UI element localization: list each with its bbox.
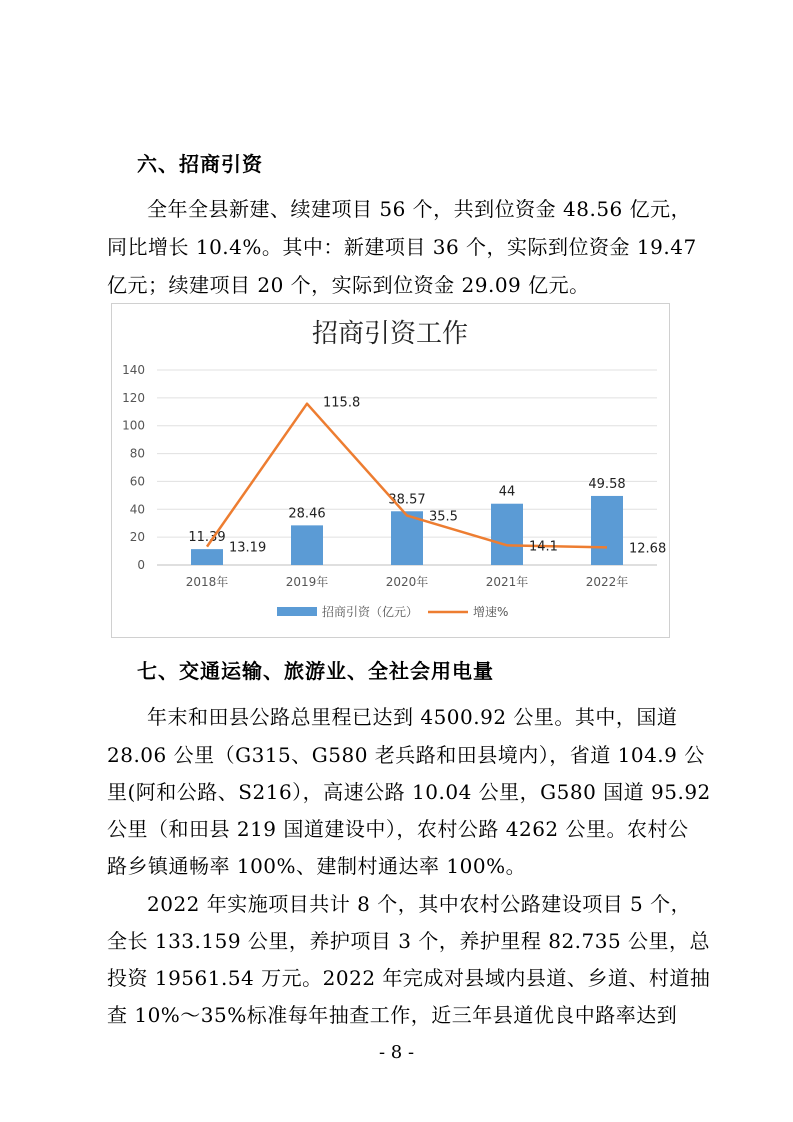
section-6-text-line: 同比增长 10.4%。其中：新建项目 36 个，实际到位资金 19.47 — [107, 235, 697, 259]
section-7-text-line: 2022 年实施项目共计 8 个，其中农村公路建设项目 5 个， — [147, 892, 692, 916]
line-data-label: 13.19 — [229, 540, 267, 556]
section-6-text-line: 亿元；续建项目 20 个，实际到位资金 29.09 亿元。 — [107, 273, 590, 297]
bar — [491, 504, 523, 565]
bar-data-label: 49.58 — [588, 476, 626, 492]
legend-label: 招商引资（亿元） — [322, 605, 419, 619]
line-data-label: 12.68 — [629, 541, 667, 557]
section-7-text-line: 查 10%～35%标准每年抽查工作，近三年县道优良中路率达到 — [107, 1003, 678, 1027]
section-7-text-line: 路乡镇通畅率 100%、建制村通达率 100%。 — [107, 854, 527, 878]
bar — [591, 496, 623, 565]
section-7-text-line: 28.06 公里（G315、G580 老兵路和田县境内），省道 104.9 公 — [107, 743, 705, 767]
section-7-text-line: 年末和田县公路总里程已达到 4500.92 公里。其中，国道 — [147, 705, 678, 729]
y-tick-label: 0 — [137, 558, 145, 572]
y-tick-label: 40 — [129, 502, 145, 517]
section-6-heading: 六、招商引资 — [137, 152, 263, 176]
line-data-label: 115.8 — [323, 395, 361, 411]
legend-label: 增速% — [473, 605, 509, 619]
bar — [291, 525, 323, 565]
investment-chart — [111, 303, 670, 638]
x-tick-label: 2021年 — [485, 575, 529, 589]
section-6-text-line: 全年全县新建、续建项目 56 个，共到位资金 48.56 亿元， — [147, 197, 692, 221]
chart-title: 招商引资工作 — [311, 319, 469, 349]
section-7-text-line: 公里（和田县 219 国道建设中），农村公路 4262 公里。农村公 — [107, 817, 689, 841]
section-7-text-line: 投资 19561.54 万元。2022 年完成对县域内县道、乡道、村道抽 — [107, 966, 711, 990]
line-data-label: 35.5 — [429, 509, 458, 525]
page-number: - 8 - — [378, 1042, 415, 1063]
y-tick-label: 120 — [122, 390, 145, 405]
y-tick-label: 80 — [129, 446, 145, 461]
bar-data-label: 44 — [498, 484, 516, 500]
line-data-label: 14.1 — [529, 539, 558, 555]
section-7-text-line: 全长 133.159 公里，养护项目 3 个，养护里程 82.735 公里，总 — [107, 929, 711, 953]
section-7-heading: 七、交通运输、旅游业、全社会用电量 — [137, 659, 494, 683]
legend-swatch-bar — [277, 607, 317, 616]
x-tick-label: 2018年 — [185, 575, 229, 589]
bar-data-label: 38.57 — [388, 492, 426, 508]
y-tick-label: 100 — [122, 418, 145, 433]
bar — [191, 549, 223, 565]
x-tick-label: 2019年 — [285, 575, 329, 589]
section-7-text-line: 里(阿和公路、S216），高速公路 10.04 公里，G580 国道 95.92 — [107, 780, 711, 804]
x-tick-label: 2020年 — [385, 575, 429, 589]
bar-data-label: 28.46 — [288, 506, 326, 522]
y-tick-label: 60 — [129, 474, 145, 489]
y-tick-label: 20 — [129, 530, 145, 545]
bar-data-label: 11.39 — [188, 530, 226, 546]
chart-canvas — [112, 304, 669, 637]
x-tick-label: 2022年 — [585, 575, 629, 589]
y-tick-label: 140 — [122, 363, 145, 377]
